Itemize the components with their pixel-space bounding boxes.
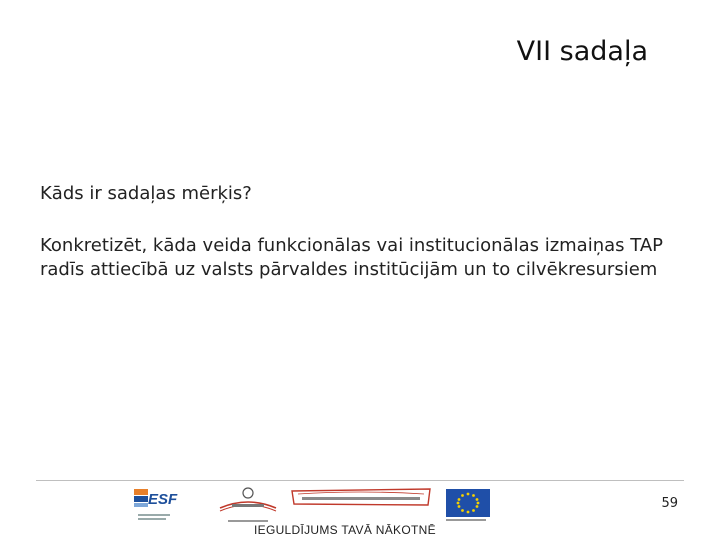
sabiedribas-integracijas-fonds-logo <box>290 487 432 507</box>
footer-divider <box>36 480 684 481</box>
section-description: Konkretizēt, kāda veida funkcionālas vai institucionālas izmaiņas TAP radīs attiecībā uz valsts pārvaldes institūcijām un to cilvēkresursiem <box>40 235 664 280</box>
slide-title: VII sadaļa <box>516 36 648 67</box>
esf-logo <box>132 487 204 527</box>
esf-logo-text: ESF <box>148 491 178 508</box>
section-question: Kāds ir sadaļas mērķis? <box>40 183 252 204</box>
page-number: 59 <box>661 496 678 511</box>
valsts-kanceleja-logo <box>212 486 284 528</box>
eu-flag-logo <box>444 487 492 523</box>
footer-slogan: IEGULDĪJUMS TAVĀ NĀKOTNĒ <box>254 523 436 537</box>
